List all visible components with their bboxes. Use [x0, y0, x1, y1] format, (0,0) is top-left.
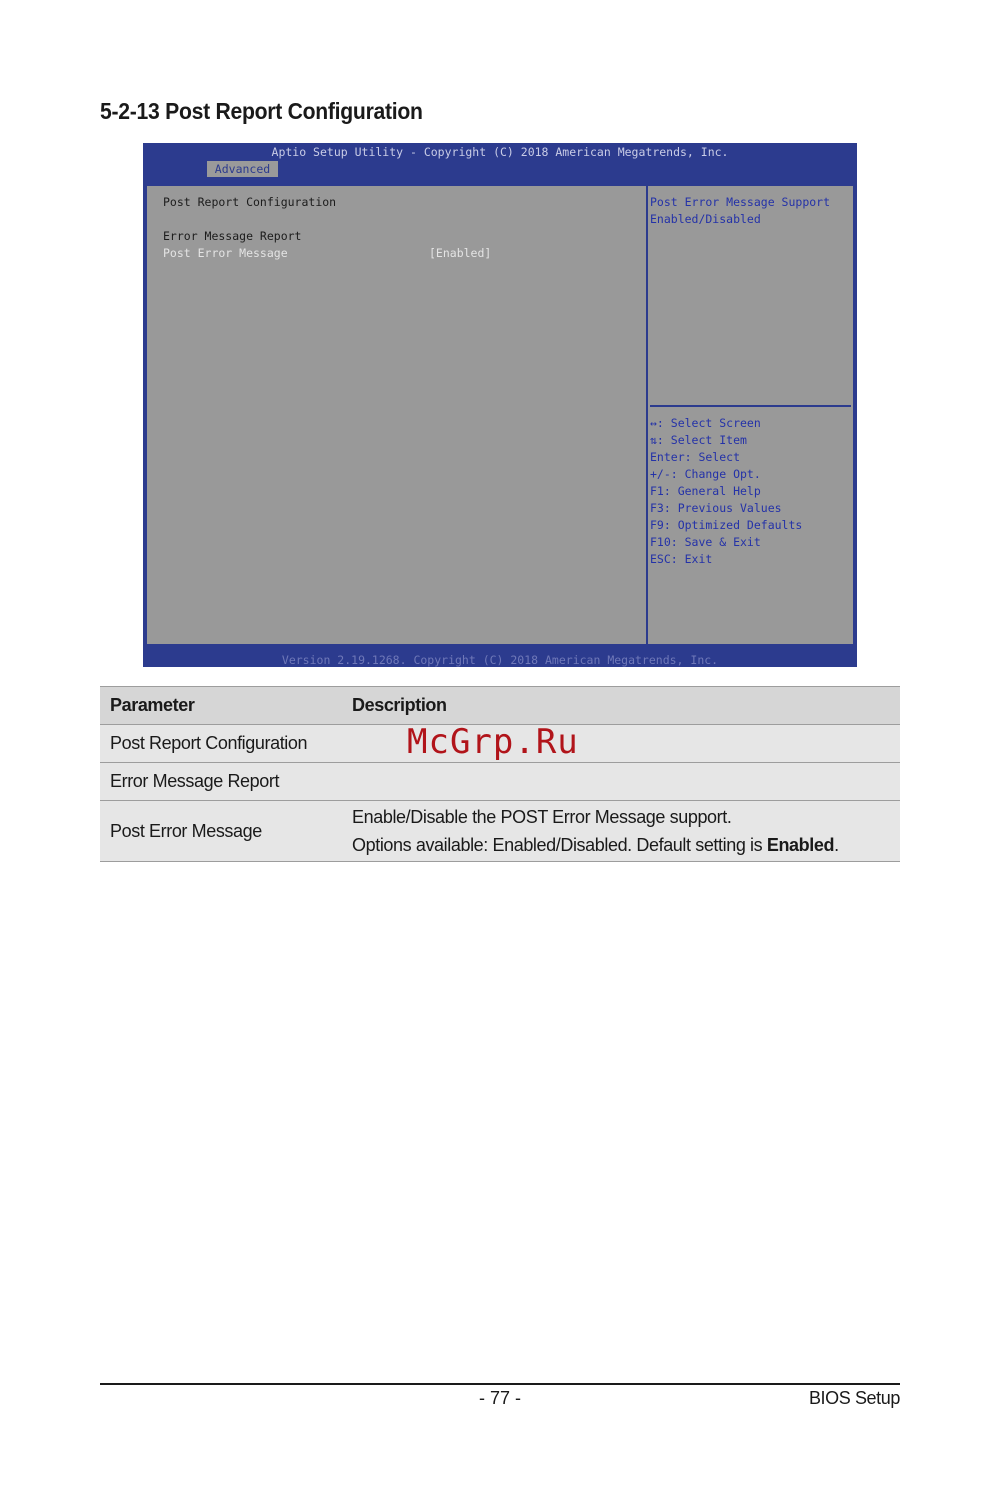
post-error-message-value[interactable]: [Enabled] — [429, 246, 492, 260]
header-description: Description — [343, 687, 900, 725]
post-error-message-item[interactable]: Post Error Message — [163, 246, 288, 260]
row-parameter: Error Message Report — [100, 763, 343, 801]
page-number: - 77 - — [478, 1388, 521, 1408]
description-line2 — [352, 831, 900, 859]
table-header-row — [100, 687, 900, 725]
help-divider — [650, 405, 851, 407]
description-line2-end: . — [834, 835, 839, 855]
key-hint-esc-exit: ESC: Exit — [650, 552, 713, 566]
bios-screenshot — [143, 143, 857, 667]
bios-group-label: Error Message Report — [163, 229, 302, 243]
parameter-table — [100, 686, 900, 862]
tab-advanced[interactable]: Advanced — [207, 161, 278, 177]
bios-help-panel — [646, 184, 855, 646]
key-hint-enter: Enter: Select — [650, 450, 741, 464]
key-hint-optimized-defaults: F9: Optimized Defaults — [650, 518, 803, 532]
key-hint-select-screen: ↔: Select Screen — [650, 416, 761, 430]
description-line2-text: Options available: Enabled/Disabled. Default setting is — [352, 835, 767, 855]
row-parameter: Post Error Message — [100, 801, 343, 862]
table-row — [100, 801, 900, 862]
default-value: Enabled — [766, 835, 835, 855]
key-hint-general-help: F1: General Help — [650, 484, 761, 498]
description-line1: Enable/Disable the POST Error Message support. — [352, 807, 732, 827]
bios-body — [145, 184, 855, 646]
bios-page-heading: Post Report Configuration — [163, 195, 337, 209]
bios-header — [143, 143, 857, 177]
help-text-line1: Post Error Message Support — [650, 195, 831, 209]
section-title: 5-2-13 Post Report Configuration — [100, 98, 423, 124]
row-parameter: Post Report Configuration — [100, 725, 343, 763]
key-hint-change-opt: +/-: Change Opt. — [650, 467, 761, 481]
row-description — [343, 763, 900, 801]
bios-settings-panel — [145, 184, 648, 646]
table-row — [100, 763, 900, 801]
bios-title: Aptio Setup Utility - Copyright (C) 2018 American Megatrends, Inc. — [271, 145, 729, 159]
bios-version-footer: Version 2.19.1268. Copyright (C) 2018 American Megatrends, Inc. — [281, 653, 719, 667]
row-description — [343, 801, 900, 862]
key-hint-previous-values: F3: Previous Values — [650, 501, 782, 515]
watermark: McGrp.Ru — [407, 722, 579, 762]
header-parameter: Parameter — [100, 687, 343, 725]
key-hint-select-item: ⇅: Select Item — [650, 433, 747, 447]
footer-rule — [100, 1383, 900, 1385]
help-text-line2: Enabled/Disabled — [650, 212, 761, 226]
key-hint-save-exit: F10: Save & Exit — [650, 535, 761, 549]
footer-section-name: BIOS Setup — [808, 1388, 900, 1408]
